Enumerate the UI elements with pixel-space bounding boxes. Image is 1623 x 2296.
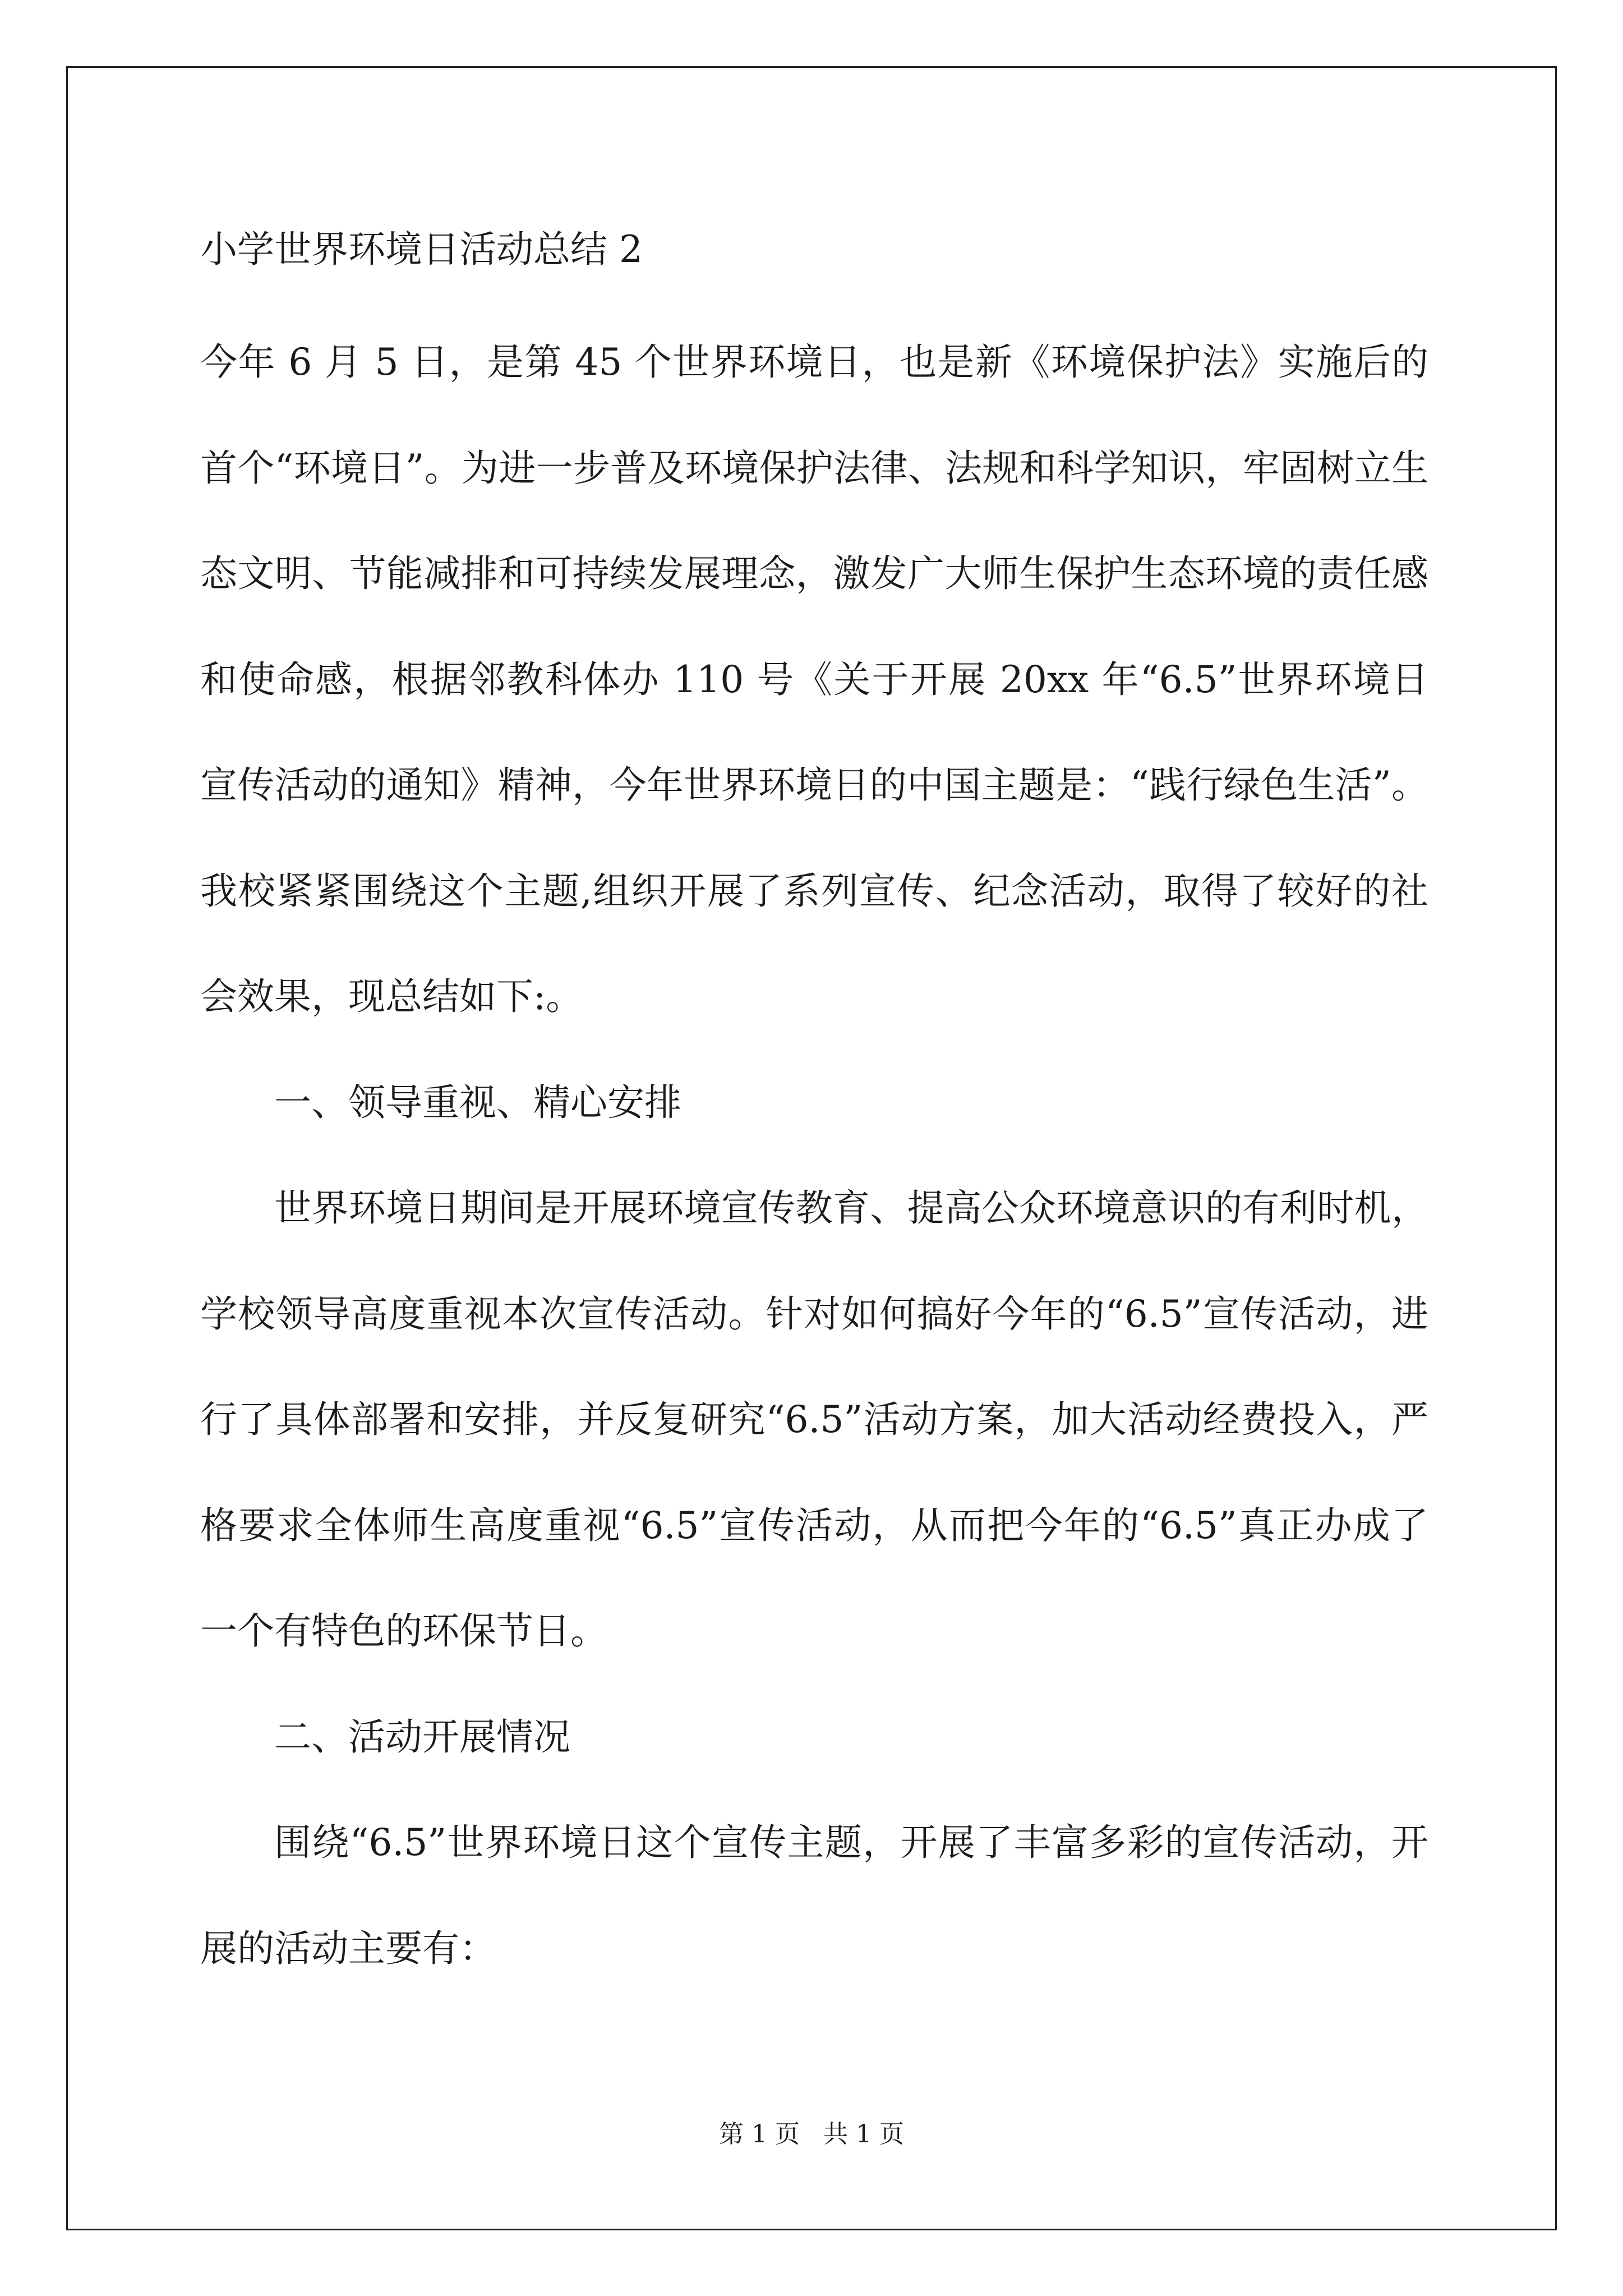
document-body	[200, 310, 1428, 2001]
section-heading-2: 二、活动开展情况	[274, 1715, 570, 1759]
section-heading-1: 一、领导重视、精心安排	[274, 1080, 681, 1124]
section-1-paragraph: 世界环境日期间是开展环境宣传教育、提高公众环境意识的有利时机，学校领导高度重视本次宣传活动。针对如何搞好今年的“6.5”宣传活动，进行了具体部署和安排，并反复研究“6.5”活动方案，加大活动经费投入，严格要求全体师生高度重视“6.5”宣传活动，从而把今年的“6.5”真正办成了一个有特色的环保节日。	[200, 1186, 1428, 1653]
page-number-footer: 第 1 页 共 1 页	[719, 2120, 904, 2148]
section-2-paragraph: 围绕“6.5”世界环境日这个宣传主题，开展了丰富多彩的宣传活动，开展的活动主要有：	[200, 1821, 1428, 1970]
document-title: 小学世界环境日活动总结 2	[200, 228, 643, 271]
intro-paragraph: 今年 6 月 5 日，是第 45 个世界环境日，也是新《环境保护法》实施后的首个“环境日”。为进一步普及环境保护法律、法规和科学知识，牢固树立生态文明、节能减排和可持续发展理念，激发广大师生保护生态环境的责任感和使命感，根据邻教科体办 110 号《关于开展 20xx 年“6.5”世界环境日宣传活动的通知》精神，今年世界环境日的中国主题是：“践行绿色生活”。我校紧紧围绕这个主题,组织开展了系列宣传、纪念活动，取得了较好的社会效果，现总结如下:。	[200, 341, 1428, 1018]
